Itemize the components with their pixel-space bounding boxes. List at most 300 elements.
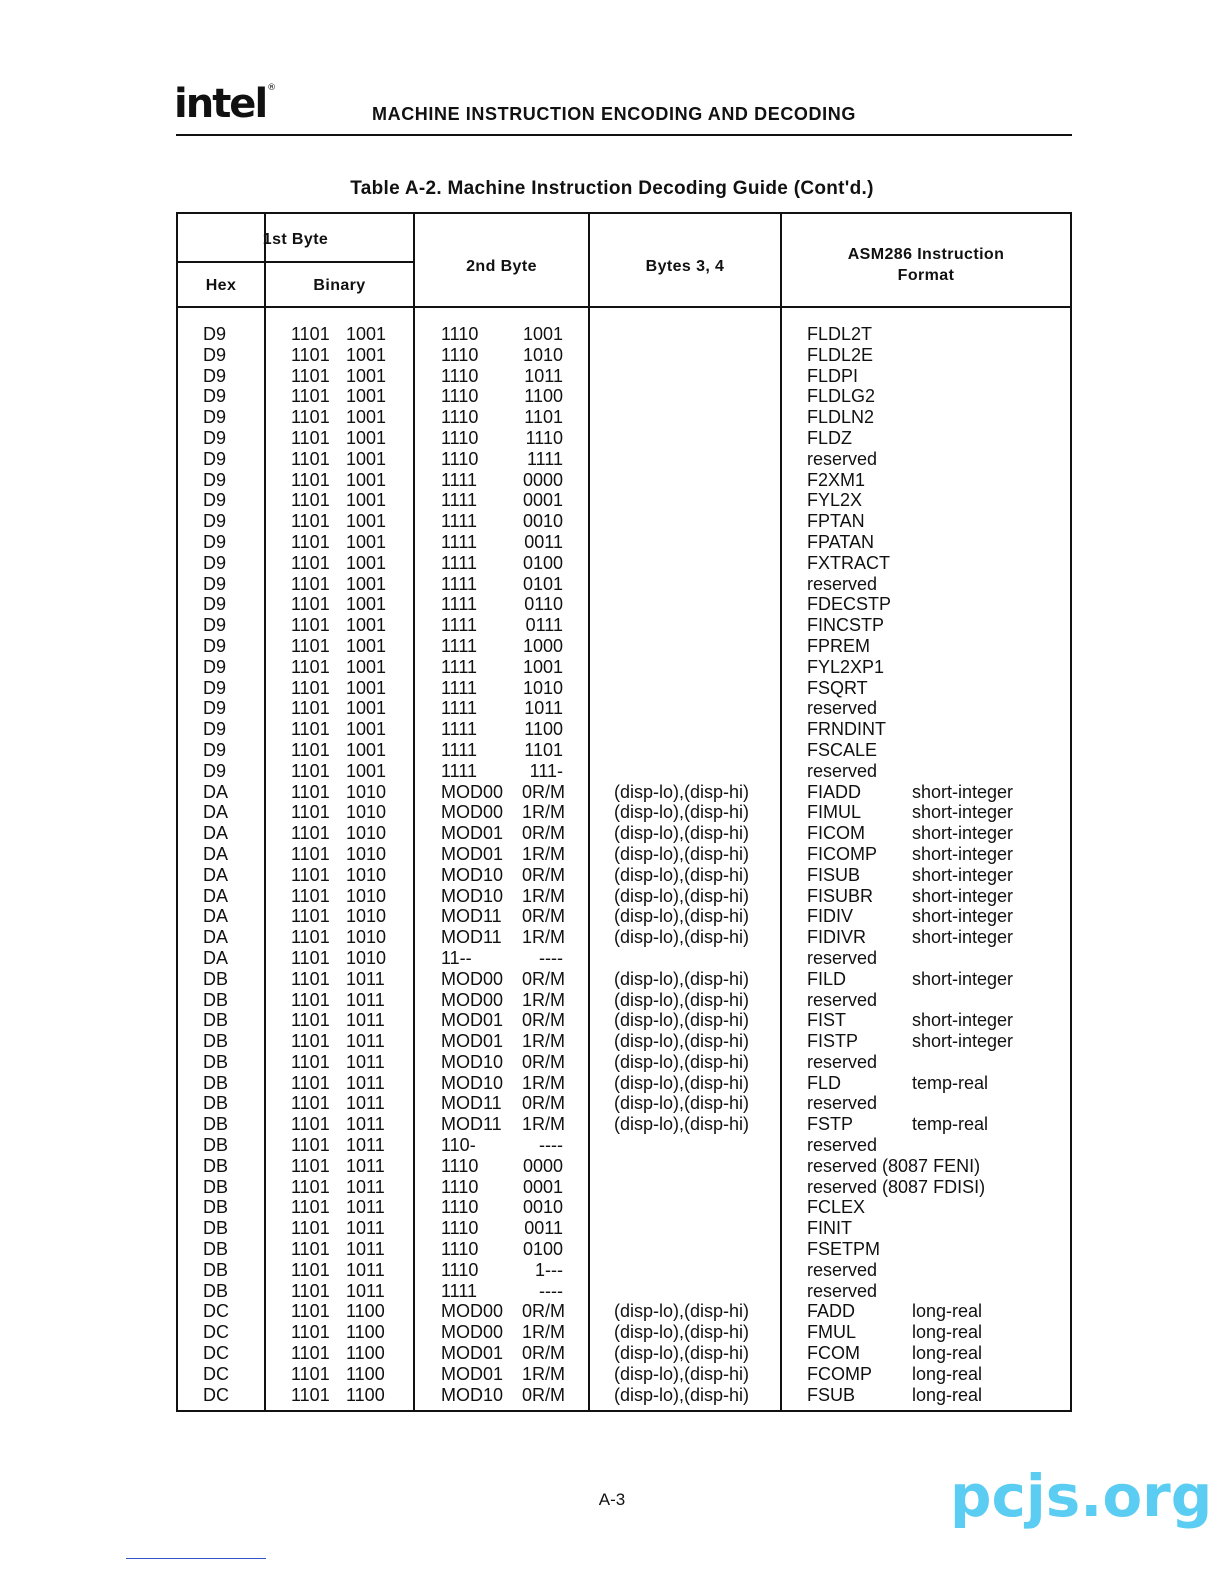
hex-cell: DA	[203, 823, 229, 844]
operand-type-cell: short-integer	[912, 802, 1014, 823]
second-byte-high-cell: 1110	[441, 1176, 479, 1197]
table-row	[178, 657, 1070, 678]
table-row	[178, 698, 1070, 719]
second-byte-low-cell: 0011	[524, 1218, 563, 1239]
binary-high-cell: 1101	[291, 1051, 330, 1072]
binary-low-cell: 1011	[346, 1072, 385, 1093]
bytes34-cell: (disp-lo),(disp-hi)	[614, 1343, 750, 1364]
second-byte-high-cell: MOD00	[441, 1301, 504, 1322]
second-byte-low-cell: 1R/M	[522, 989, 566, 1010]
mnemonic-cell: FLDL2T	[807, 324, 873, 344]
second-byte-low-cell: 1R/M	[522, 843, 566, 864]
binary-low-cell: 1001	[346, 573, 387, 594]
bytes34-cell: (disp-lo),(disp-hi)	[614, 1322, 750, 1343]
second-byte-high-cell: 11--	[441, 947, 472, 968]
table-row	[178, 865, 1070, 886]
second-byte-high-cell: 1110	[441, 1218, 479, 1239]
table-row	[178, 948, 1070, 969]
header-asm-format	[782, 244, 1070, 286]
second-byte-low-cell: 1R/M	[522, 802, 566, 823]
table-row	[178, 594, 1070, 615]
hex-cell: D9	[203, 594, 227, 615]
operand-type-cell: short-integer	[912, 906, 1014, 927]
binary-high-cell: 1101	[291, 864, 330, 885]
table-row	[178, 574, 1070, 595]
second-byte-low-cell: 1R/M	[522, 885, 566, 906]
binary-high-cell: 1101	[291, 781, 330, 802]
second-byte-high-cell: MOD01	[441, 1031, 504, 1052]
mnemonic-cell: FCLEX	[807, 1197, 866, 1218]
mnemonic-cell: FYL2X	[807, 490, 863, 511]
second-byte-low-cell: 0111	[525, 615, 563, 636]
second-byte-high-cell: 1110	[441, 1197, 479, 1218]
binary-high-cell: 1101	[291, 1155, 330, 1176]
second-byte-low-cell: ----	[539, 1135, 563, 1156]
table-row	[178, 511, 1070, 532]
hex-cell: DC	[203, 1363, 229, 1384]
binary-high-cell: 1101	[291, 531, 330, 552]
table-row	[178, 1364, 1070, 1385]
binary-low-cell: 1011	[346, 1218, 385, 1239]
binary-low-cell: 1011	[346, 1093, 385, 1114]
second-byte-high-cell: 1111	[441, 615, 478, 636]
table-row	[178, 449, 1070, 470]
mnemonic-cell: FIMUL	[807, 802, 861, 823]
second-byte-high-cell: MOD00	[441, 989, 504, 1010]
bytes34-cell: (disp-lo),(disp-hi)	[614, 885, 750, 906]
hex-cell: D9	[203, 531, 227, 552]
second-byte-low-cell: 0R/M	[522, 1384, 566, 1405]
operand-type-cell: short-integer	[912, 1010, 1014, 1031]
second-byte-high-cell: 1110	[441, 1259, 479, 1280]
operand-type-cell: short-integer	[912, 1031, 1014, 1052]
binary-low-cell: 1001	[346, 635, 387, 656]
logo-text: intel	[174, 81, 267, 127]
mnemonic-cell: FSTP	[807, 1114, 854, 1135]
mnemonic-cell: FLDPI	[807, 365, 859, 386]
hex-cell: D9	[203, 573, 227, 594]
second-byte-low-cell: 0R/M	[522, 823, 566, 844]
header-bottom-rule	[178, 306, 1070, 308]
table-row	[178, 345, 1070, 366]
binary-high-cell: 1101	[291, 594, 330, 615]
hex-cell: DC	[203, 1322, 229, 1343]
hex-cell: DA	[203, 864, 229, 885]
binary-low-cell: 1001	[346, 656, 387, 677]
second-byte-high-cell: MOD01	[441, 843, 504, 864]
table-row	[178, 678, 1070, 699]
second-byte-high-cell: 1110	[441, 1239, 479, 1260]
mnemonic-cell: reserved	[807, 1135, 878, 1156]
table-row	[178, 1093, 1070, 1114]
second-byte-high-cell: 1110	[441, 344, 479, 365]
table-row	[178, 324, 1070, 345]
second-byte-high-cell: MOD00	[441, 781, 504, 802]
table-row	[178, 1301, 1070, 1322]
table-row	[178, 990, 1070, 1011]
hex-cell: DA	[203, 927, 229, 948]
second-byte-low-cell: 1R/M	[522, 927, 566, 948]
second-byte-low-cell: 0R/M	[522, 1343, 566, 1364]
binary-high-cell: 1101	[291, 490, 330, 511]
binary-high-cell: 1101	[291, 698, 330, 719]
binary-low-cell: 1011	[346, 1010, 385, 1031]
second-byte-high-cell: 1110	[441, 365, 479, 386]
mnemonic-cell: FRNDINT	[807, 719, 886, 740]
binary-high-cell: 1101	[291, 1384, 330, 1405]
hex-cell: DB	[203, 1114, 229, 1135]
binary-low-cell: 1001	[346, 490, 387, 511]
binary-high-cell: 1101	[291, 365, 330, 386]
table-row	[178, 1114, 1070, 1135]
mnemonic-cell: FMUL	[807, 1322, 856, 1343]
binary-high-cell: 1101	[291, 511, 330, 532]
table-row	[178, 802, 1070, 823]
bytes34-cell: (disp-lo),(disp-hi)	[614, 1051, 750, 1072]
second-byte-high-cell: 1111	[441, 511, 478, 532]
binary-high-cell: 1101	[291, 927, 330, 948]
table-row	[178, 1385, 1070, 1406]
table-row	[178, 740, 1070, 761]
hex-cell: D9	[203, 324, 227, 344]
table-row	[178, 927, 1070, 948]
mnemonic-cell: reserved	[807, 448, 878, 469]
second-byte-high-cell: 1110	[441, 324, 479, 344]
binary-low-cell: 1011	[346, 1155, 385, 1176]
second-byte-low-cell: 1010	[522, 344, 563, 365]
hex-cell: D9	[203, 386, 227, 407]
binary-low-cell: 1001	[346, 677, 387, 698]
second-byte-high-cell: MOD01	[441, 1010, 504, 1031]
header-bytes34: Bytes 3, 4	[645, 258, 725, 275]
table-row	[178, 636, 1070, 657]
second-byte-high-cell: MOD10	[441, 1072, 504, 1093]
binary-high-cell: 1101	[291, 344, 330, 365]
second-byte-low-cell: 111-	[529, 760, 563, 781]
binary-high-cell: 1101	[291, 1135, 330, 1156]
second-byte-low-cell: 0101	[522, 573, 563, 594]
bytes34-cell: (disp-lo),(disp-hi)	[614, 906, 750, 927]
second-byte-high-cell: 1110	[441, 407, 479, 428]
hex-cell: DB	[203, 968, 229, 989]
hex-cell: DB	[203, 1072, 229, 1093]
hex-cell: DB	[203, 1259, 229, 1280]
binary-low-cell: 1010	[346, 906, 387, 927]
table-row	[178, 1343, 1070, 1364]
hex-cell: DC	[203, 1301, 229, 1322]
second-byte-low-cell: 1---	[535, 1259, 563, 1280]
second-byte-low-cell: 1101	[524, 739, 563, 760]
binary-high-cell: 1101	[291, 968, 330, 989]
operand-type-cell: long-real	[912, 1322, 983, 1343]
binary-high-cell: 1101	[291, 739, 330, 760]
second-byte-low-cell: 1101	[524, 407, 563, 428]
mnemonic-cell: FLDL2E	[807, 344, 874, 365]
table-row	[178, 844, 1070, 865]
second-byte-low-cell: 0100	[522, 552, 563, 573]
mnemonic-cell: reserved (8087 FENI)	[807, 1155, 981, 1176]
binary-low-cell: 1001	[346, 386, 387, 407]
binary-high-cell: 1101	[291, 906, 330, 927]
mnemonic-cell: FSETPM	[807, 1239, 881, 1260]
header-first-byte: 1st Byte	[262, 231, 329, 248]
operand-type-cell: short-integer	[912, 968, 1014, 989]
header-binary: Binary	[313, 277, 366, 294]
mnemonic-cell: FIST	[807, 1010, 846, 1031]
hex-cell: DB	[203, 1135, 229, 1156]
binary-low-cell: 1001	[346, 427, 387, 448]
mnemonic-cell: FDECSTP	[807, 594, 892, 615]
mnemonic-cell: FIDIV	[807, 906, 854, 927]
second-byte-high-cell: MOD01	[441, 823, 504, 844]
binary-high-cell: 1101	[291, 1259, 330, 1280]
second-byte-low-cell: 0100	[522, 1239, 563, 1260]
binary-low-cell: 1011	[346, 1239, 385, 1260]
binary-low-cell: 1001	[346, 365, 387, 386]
second-byte-high-cell: 1111	[441, 635, 478, 656]
second-byte-low-cell: 0110	[524, 594, 563, 615]
second-byte-high-cell: MOD00	[441, 1322, 504, 1343]
mnemonic-cell: FXTRACT	[807, 552, 890, 573]
second-byte-low-cell: 1010	[522, 677, 563, 698]
table-row	[178, 1052, 1070, 1073]
second-byte-high-cell: MOD11	[441, 1093, 502, 1114]
second-byte-low-cell: 0001	[522, 490, 563, 511]
second-byte-high-cell: MOD01	[441, 1363, 504, 1384]
table-row	[178, 1010, 1070, 1031]
second-byte-low-cell: 0011	[524, 531, 563, 552]
second-byte-low-cell: 1110	[525, 427, 563, 448]
second-byte-high-cell: 1111	[441, 573, 478, 594]
operand-type-cell: long-real	[912, 1363, 983, 1384]
operand-type-cell: short-integer	[912, 823, 1014, 844]
hex-cell: DB	[203, 1093, 229, 1114]
mnemonic-cell: FLDLN2	[807, 407, 875, 428]
binary-high-cell: 1101	[291, 615, 330, 636]
binary-low-cell: 1001	[346, 594, 387, 615]
binary-low-cell: 1010	[346, 802, 387, 823]
table-row	[178, 615, 1070, 636]
second-byte-high-cell: 1111	[441, 677, 478, 698]
table-row	[178, 886, 1070, 907]
bytes34-cell: (disp-lo),(disp-hi)	[614, 989, 750, 1010]
second-byte-high-cell: 1111	[441, 739, 478, 760]
table-row	[178, 1322, 1070, 1343]
second-byte-low-cell: 1R/M	[522, 1072, 566, 1093]
second-byte-low-cell: 0R/M	[522, 1051, 566, 1072]
hex-cell: D9	[203, 552, 227, 573]
mnemonic-cell: FSUB	[807, 1384, 856, 1405]
second-byte-low-cell: 0R/M	[522, 781, 566, 802]
mnemonic-cell: FICOM	[807, 823, 865, 844]
mnemonic-cell: FPTAN	[807, 511, 865, 532]
mnemonic-cell: FPATAN	[807, 531, 874, 552]
operand-type-cell: long-real	[912, 1384, 983, 1405]
hex-cell: D9	[203, 407, 227, 428]
page-header-title: MACHINE INSTRUCTION ENCODING AND DECODING	[372, 104, 856, 124]
binary-low-cell: 1100	[346, 1301, 385, 1322]
table-row	[178, 1135, 1070, 1156]
hex-cell: DC	[203, 1384, 229, 1405]
mnemonic-cell: FSQRT	[807, 677, 868, 698]
mnemonic-cell: FISUB	[807, 864, 861, 885]
binary-high-cell: 1101	[291, 324, 330, 344]
hex-cell: D9	[203, 760, 227, 781]
binary-low-cell: 1011	[346, 1176, 385, 1197]
bytes34-cell: (disp-lo),(disp-hi)	[614, 1384, 750, 1405]
binary-low-cell: 1010	[346, 843, 387, 864]
binary-high-cell: 1101	[291, 760, 330, 781]
binary-low-cell: 1011	[346, 1051, 385, 1072]
second-byte-high-cell: MOD10	[441, 864, 504, 885]
binary-high-cell: 1101	[291, 407, 330, 428]
binary-high-cell: 1101	[291, 656, 330, 677]
hex-cell: D9	[203, 719, 227, 740]
table-row	[178, 366, 1070, 387]
binary-high-cell: 1101	[291, 885, 330, 906]
binary-high-cell: 1101	[291, 469, 330, 490]
second-byte-low-cell: 1100	[524, 386, 563, 407]
second-byte-low-cell: 1R/M	[522, 1031, 566, 1052]
binary-low-cell: 1100	[346, 1384, 385, 1405]
binary-high-cell: 1101	[291, 947, 330, 968]
second-byte-high-cell: MOD11	[441, 927, 502, 948]
second-byte-low-cell: 0R/M	[522, 968, 566, 989]
second-byte-high-cell: 1110	[441, 1155, 479, 1176]
hex-cell: DB	[203, 1031, 229, 1052]
binary-low-cell: 1001	[346, 448, 387, 469]
hex-cell: DB	[203, 1218, 229, 1239]
mnemonic-cell: reserved	[807, 1051, 878, 1072]
decoding-table	[176, 212, 1072, 1412]
second-byte-high-cell: 1110	[441, 448, 479, 469]
second-byte-high-cell: 1111	[441, 594, 478, 615]
header-asm-line2: Format	[897, 267, 955, 284]
mnemonic-cell: reserved	[807, 947, 878, 968]
hex-cell: D9	[203, 469, 227, 490]
binary-high-cell: 1101	[291, 1031, 330, 1052]
header-asm-line1: ASM286 Instruction	[847, 246, 1005, 263]
hex-cell: D9	[203, 365, 227, 386]
second-byte-low-cell: 0000	[522, 1155, 563, 1176]
bytes34-cell: (disp-lo),(disp-hi)	[614, 1093, 750, 1114]
mnemonic-cell: FSCALE	[807, 739, 878, 760]
binary-high-cell: 1101	[291, 1072, 330, 1093]
second-byte-high-cell: 1111	[441, 1280, 478, 1301]
binary-low-cell: 1011	[346, 1031, 385, 1052]
binary-low-cell: 1100	[346, 1363, 385, 1384]
second-byte-low-cell: 1111	[526, 448, 563, 469]
operand-type-cell: short-integer	[912, 843, 1014, 864]
binary-high-cell: 1101	[291, 1218, 330, 1239]
pcjs-watermark: pcjs.org	[950, 1462, 1213, 1530]
header-second-byte: 2nd Byte	[466, 258, 537, 275]
operand-type-cell: short-integer	[912, 864, 1014, 885]
second-byte-low-cell: 1011	[524, 698, 563, 719]
binary-high-cell: 1101	[291, 802, 330, 823]
table-row	[178, 470, 1070, 491]
second-byte-low-cell: 1000	[522, 635, 563, 656]
hex-cell: DB	[203, 1280, 229, 1301]
hex-cell: D9	[203, 677, 227, 698]
mnemonic-cell: FINIT	[807, 1218, 852, 1239]
bytes34-cell: (disp-lo),(disp-hi)	[614, 968, 750, 989]
bytes34-cell: (disp-lo),(disp-hi)	[614, 802, 750, 823]
binary-low-cell: 1011	[346, 968, 385, 989]
mnemonic-cell: FIDIVR	[807, 927, 867, 948]
binary-low-cell: 1011	[346, 1114, 385, 1135]
table-row	[178, 1260, 1070, 1281]
second-byte-high-cell: MOD11	[441, 906, 502, 927]
binary-low-cell: 1100	[346, 1343, 385, 1364]
second-byte-low-cell: ----	[539, 947, 563, 968]
mnemonic-cell: reserved (8087 FDISI)	[807, 1176, 986, 1197]
hex-cell: DA	[203, 802, 229, 823]
table-row	[178, 1197, 1070, 1218]
mnemonic-cell: reserved	[807, 1093, 878, 1114]
second-byte-low-cell: 0R/M	[522, 1301, 566, 1322]
hex-cell: D9	[203, 656, 227, 677]
bytes34-cell: (disp-lo),(disp-hi)	[614, 1301, 750, 1322]
table-row	[178, 1281, 1070, 1302]
binary-high-cell: 1101	[291, 1322, 330, 1343]
mnemonic-cell: FINCSTP	[807, 615, 885, 636]
first-byte-subheader-rule	[178, 261, 413, 263]
binary-high-cell: 1101	[291, 552, 330, 573]
bytes34-cell: (disp-lo),(disp-hi)	[614, 1010, 750, 1031]
mnemonic-cell: reserved	[807, 1259, 878, 1280]
binary-low-cell: 1011	[346, 1197, 385, 1218]
binary-low-cell: 1001	[346, 719, 387, 740]
binary-low-cell: 1010	[346, 947, 387, 968]
mnemonic-cell: FLD	[807, 1072, 842, 1093]
second-byte-low-cell: 0010	[522, 511, 563, 532]
hex-cell: DC	[203, 1343, 229, 1364]
bytes34-cell: (disp-lo),(disp-hi)	[614, 1031, 750, 1052]
binary-high-cell: 1101	[291, 677, 330, 698]
mnemonic-cell: FICOMP	[807, 843, 877, 864]
binary-high-cell: 1101	[291, 1363, 330, 1384]
hex-cell: D9	[203, 698, 227, 719]
second-byte-high-cell: MOD01	[441, 1343, 504, 1364]
mnemonic-cell: reserved	[807, 760, 878, 781]
mnemonic-cell: FCOM	[807, 1343, 860, 1364]
second-byte-high-cell: 1110	[441, 386, 479, 407]
bytes34-cell: (disp-lo),(disp-hi)	[614, 1114, 750, 1135]
binary-high-cell: 1101	[291, 1176, 330, 1197]
hex-cell: DB	[203, 989, 229, 1010]
second-byte-low-cell: 1001	[522, 656, 563, 677]
hex-cell: D9	[203, 635, 227, 656]
table-body	[178, 324, 1070, 1405]
binary-high-cell: 1101	[291, 719, 330, 740]
table-row	[178, 1073, 1070, 1094]
bytes34-cell: (disp-lo),(disp-hi)	[614, 864, 750, 885]
table-title: Table A-2. Machine Instruction Decoding Guide (Cont'd.)	[350, 178, 874, 199]
hex-cell: D9	[203, 448, 227, 469]
binary-low-cell: 1010	[346, 823, 387, 844]
mnemonic-cell: reserved	[807, 698, 878, 719]
header-rule	[176, 134, 1072, 136]
binary-high-cell: 1101	[291, 1301, 330, 1322]
hex-cell: DA	[203, 906, 229, 927]
binary-low-cell: 1010	[346, 781, 387, 802]
hex-cell: D9	[203, 615, 227, 636]
binary-high-cell: 1101	[291, 635, 330, 656]
table-row	[178, 969, 1070, 990]
second-byte-low-cell: ----	[539, 1280, 563, 1301]
mnemonic-cell: FISUBR	[807, 885, 874, 906]
